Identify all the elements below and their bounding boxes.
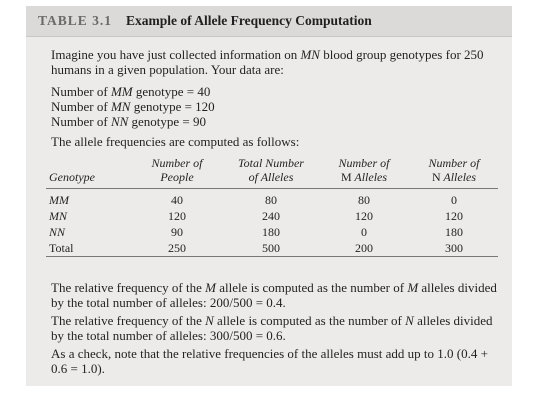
- table-header-row: [46, 156, 498, 189]
- table-row: NN 90 180 0 180: [49, 224, 463, 239]
- genotype-counts: [51, 84, 215, 129]
- intro-text-2: blood group genotypes for 250 humans in a given population. Your data are:: [51, 47, 484, 77]
- computation-notes: [51, 280, 505, 379]
- allele-frequency-table-box: [26, 6, 512, 386]
- col-total-alleles: Total Number of Alleles: [224, 156, 318, 189]
- count-nn: Number of NN genotype = 90: [51, 114, 207, 129]
- table-row: MM 40 80 80 0: [49, 192, 457, 207]
- col-people: Number of People: [130, 156, 224, 189]
- col-genotype: Genotype: [46, 156, 130, 189]
- computed-intro: The allele frequencies are computed as follows:: [51, 134, 300, 149]
- table-header: [26, 6, 512, 37]
- table-label: TABLE 3.1: [38, 13, 113, 28]
- col-n-alleles: Number of N Alleles: [410, 156, 498, 189]
- intro-genotype: MN: [300, 47, 320, 62]
- note-m-frequency: The relative frequency of the M allele is computed as the number of M alleles divided by the total number of alleles: 200/500 = 0.4.: [51, 280, 497, 310]
- table-title: Example of Allele Frequency Computation: [126, 13, 372, 28]
- count-mn: Number of MN genotype = 120: [51, 99, 215, 114]
- table-total-row: Total 250 500 200 300: [46, 240, 498, 257]
- count-mm: Number of MM genotype = 40: [51, 84, 211, 99]
- allele-data-table: [46, 156, 498, 257]
- note-check: As a check, note that the relative frequencies of the alleles must add up to 1.0 (0.4 + 0.6 = 1.0).: [51, 346, 488, 376]
- intro-paragraph: [51, 47, 501, 77]
- col-m-alleles: Number of M Alleles: [318, 156, 410, 189]
- note-n-frequency: The relative frequency of the N allele is computed as the number of N alleles divided by the total number of alleles: 300/500 = 0.6.: [51, 313, 493, 343]
- table-row: MN 120 240 120 120: [49, 208, 463, 223]
- intro-text-1: Imagine you have just collected information on: [51, 47, 301, 62]
